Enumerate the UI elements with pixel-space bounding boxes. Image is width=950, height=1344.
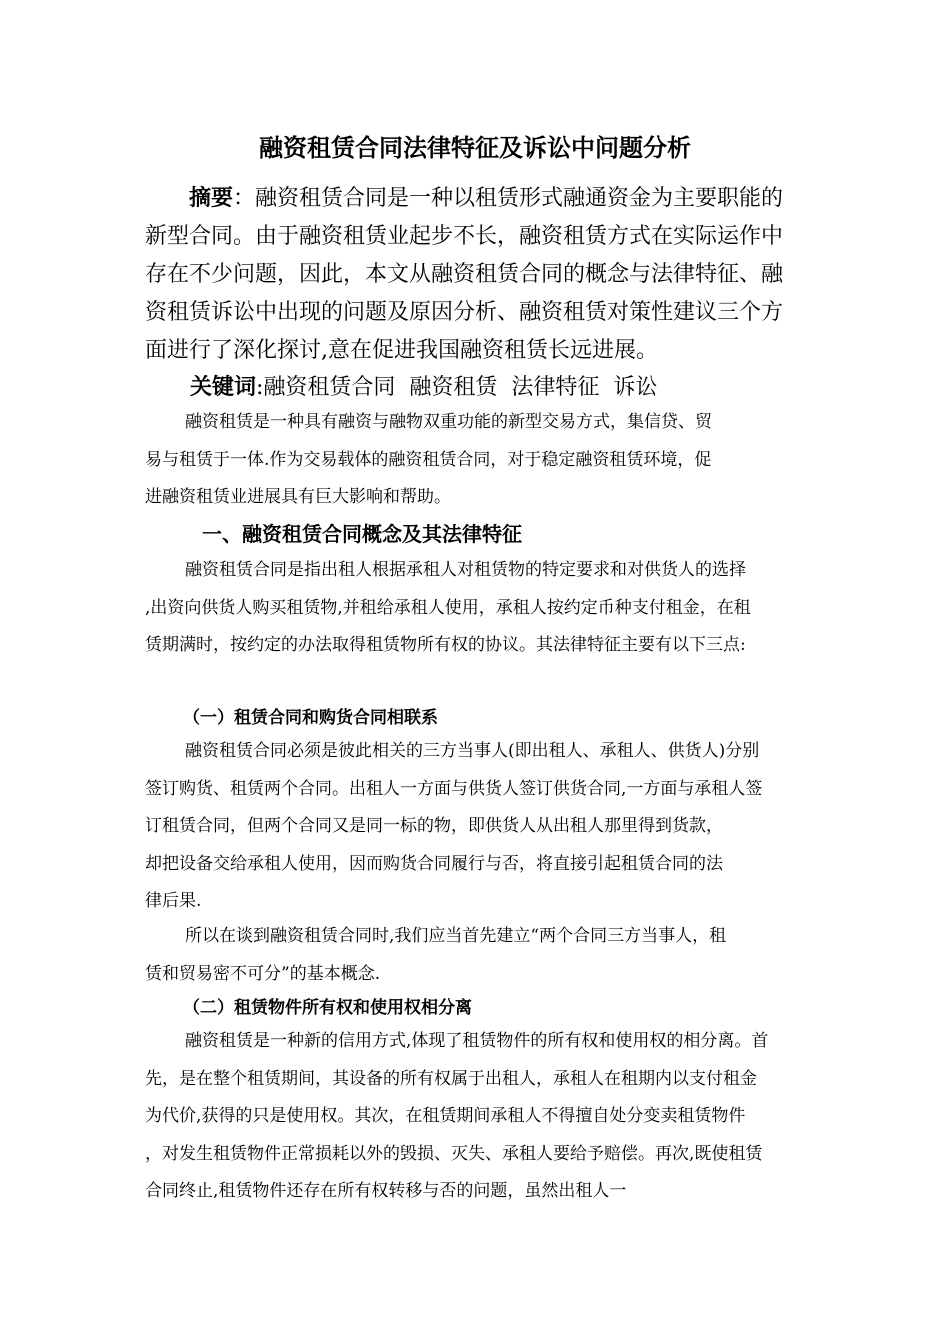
sub2-p1-line: 为代价,获得的只是使用权。其次，在租赁期间承租人不得擅自处分变卖租赁物件 bbox=[145, 1106, 746, 1126]
sub1-p1-line: 签订购货、租赁两个合同。出租人一方面与供货人签订供货合同,一方面与承租人签 bbox=[145, 778, 763, 799]
sub1-p2-line: 赁和贸易密不可分”的基本概念. bbox=[145, 963, 381, 984]
abstract-line: 融资租赁合同是一种以租赁形式融通资金为主要职能的 bbox=[255, 186, 784, 211]
keywords-text: :融资租赁合同 融资租赁 法律特征 诉讼 bbox=[256, 375, 658, 400]
subsection-heading-1: （一）租赁合同和购货合同相联系 bbox=[183, 708, 438, 728]
intro-line: 进融资租赁业进展具有巨大影响和帮助。 bbox=[145, 487, 451, 507]
abstract-line: 资租赁诉讼中出现的问题及原因分析、融资租赁对策性建议三个方 bbox=[145, 300, 784, 325]
sub1-p1-line: 融资租赁合同必须是彼此相关的三方当事人(即出租人、承租人、供货人)分别 bbox=[185, 741, 760, 761]
sub2-p1-line: 合同终止,租赁物件还存在所有权转移与否的问题，虽然出租人一 bbox=[145, 1181, 627, 1201]
section-heading-1: 一、融资租赁合同概念及其法律特征 bbox=[202, 522, 522, 546]
definition-line: 赁期满时，按约定的办法取得租赁物所有权的协议。其法律特征主要有以下三点: bbox=[145, 635, 746, 655]
sub1-p2-line: 所以在谈到融资租赁合同时,我们应当首先建立“两个合同三方当事人，租 bbox=[185, 926, 727, 946]
sub1-paragraph-1 bbox=[145, 733, 810, 921]
abstract-line: 新型合同。由于融资租赁业起步不长，融资租赁方式在实际运作中 bbox=[145, 224, 784, 249]
sub1-p1-line: 律后果. bbox=[145, 891, 202, 911]
document-title: 融资租赁合同法律特征及诉讼中问题分析 bbox=[259, 134, 691, 162]
abstract-paragraph bbox=[145, 180, 807, 370]
sub1-paragraph-2 bbox=[145, 918, 810, 993]
definition-line: 融资租赁合同是指出租人根据承租人对租赁物的特定要求和对供货人的选择 bbox=[185, 560, 746, 580]
abstract-line: 存在不少问题，因此，本文从融资租赁合同的概念与法律特征、融 bbox=[145, 262, 784, 287]
subsection-heading-2: （二）租赁物件所有权和使用权相分离 bbox=[183, 998, 472, 1018]
sub2-p1-line: ，对发生租赁物件正常损耗以外的毁损、灭失、承租人要给予赔偿。再次,既使租赁 bbox=[145, 1143, 763, 1164]
definition-line: ,出资向供货人购买租赁物,并租给承租人使用，承租人按约定币种支付租金，在租 bbox=[145, 597, 751, 618]
abstract-separator: ： bbox=[233, 186, 256, 211]
sub1-p1-line: 订租赁合同，但两个合同又是同一标的物，即供货人从出租人那里得到货款， bbox=[145, 816, 723, 836]
abstract-line: 面进行了深化探讨,意在促进我国融资租赁长远进展。 bbox=[145, 338, 658, 363]
definition-paragraph bbox=[145, 552, 810, 665]
sub1-p1-line: 却把设备交给承租人使用，因而购货合同履行与否，将直接引起租赁合同的法 bbox=[145, 853, 723, 874]
keywords-label: 关键词 bbox=[190, 375, 257, 400]
sub2-p1-line: 融资租赁是一种新的信用方式,体现了租赁物件的所有权和使用权的相分离。首 bbox=[185, 1031, 769, 1051]
sub2-paragraph-1 bbox=[145, 1023, 810, 1211]
intro-paragraph bbox=[145, 404, 810, 517]
keywords-line bbox=[190, 369, 657, 407]
sub2-p1-line: 先，是在整个租赁期间，其设备的所有权属于出租人，承租人在租期内以支付租金 bbox=[145, 1068, 757, 1089]
intro-line: 融资租赁是一种具有融资与融物双重功能的新型交易方式，集信贷、贸 bbox=[185, 412, 712, 432]
abstract-label: 摘要 bbox=[189, 186, 234, 211]
intro-line: 易与租赁于一体.作为交易载体的融资租赁合同，对于稳定融资租赁环境，促 bbox=[145, 449, 712, 470]
